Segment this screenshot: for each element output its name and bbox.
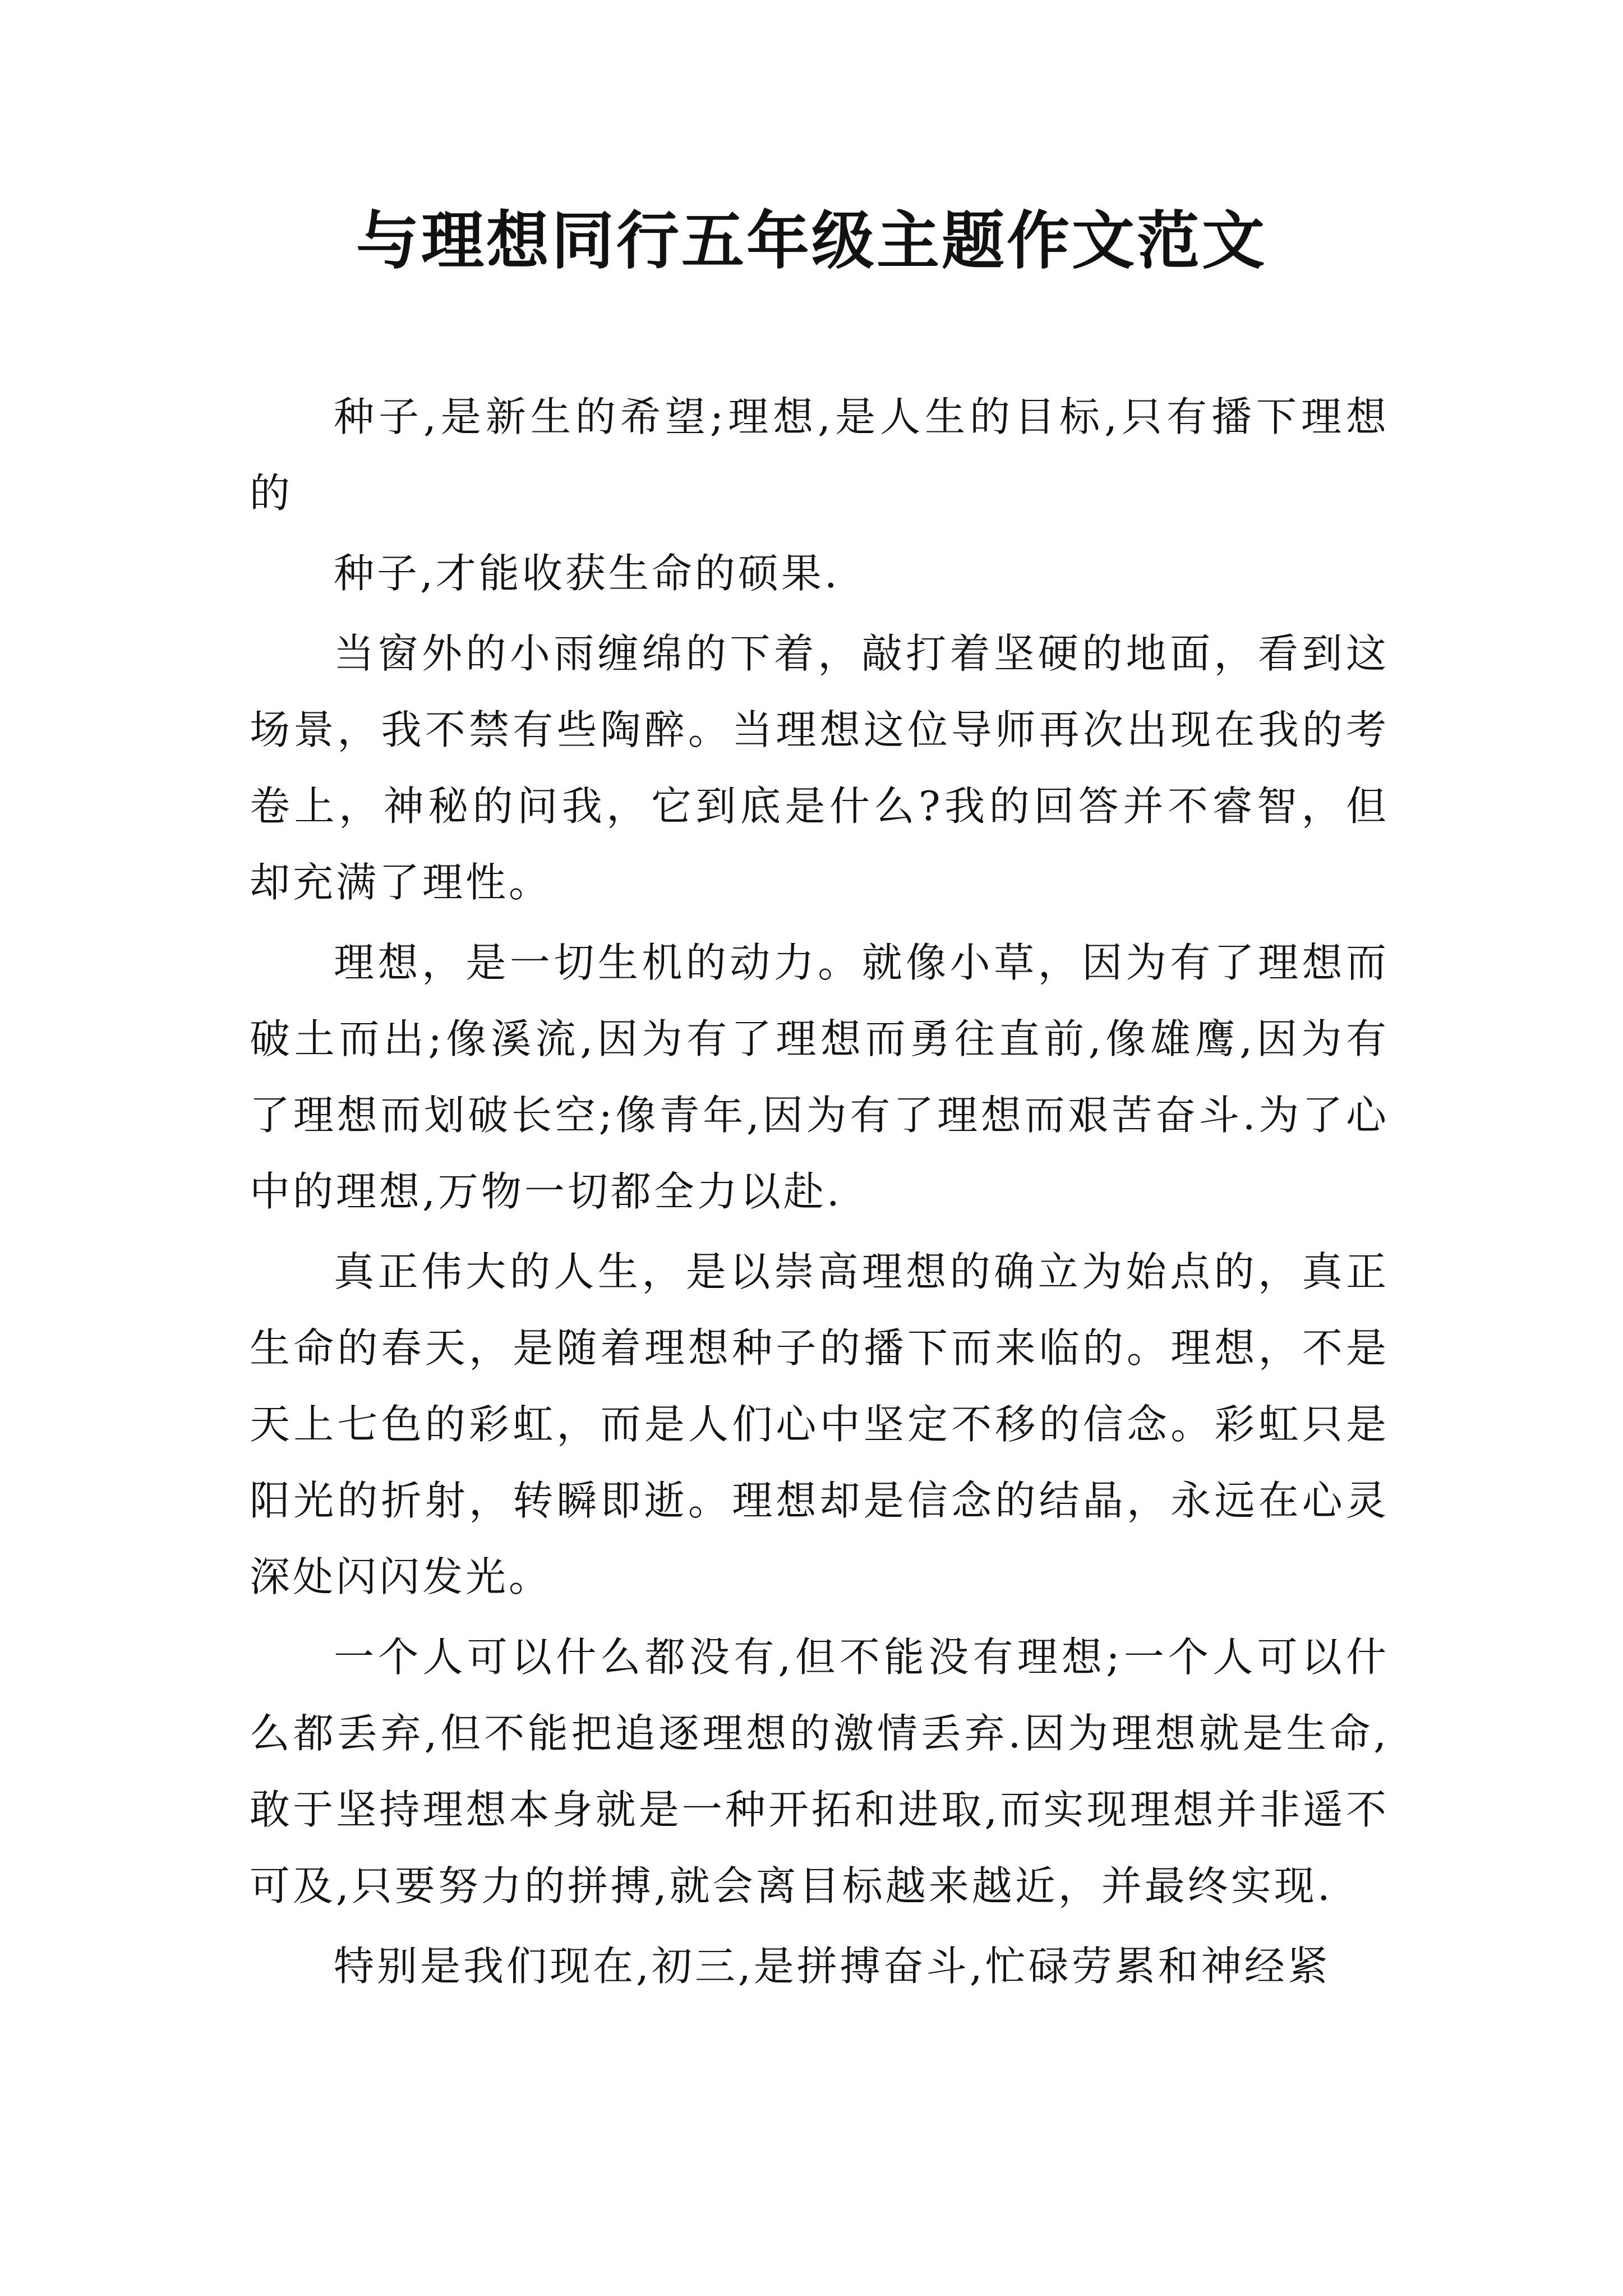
paragraph-5: 真正伟大的人生，是以崇高理想的确立为始点的，真正生命的春天，是随着理想种子的播下而来临的。理想，不是天上七色的彩虹，而是人们心中坚定不移的信念。彩虹只是阳光的折射，转瞬即逝。理想却是信念的结晶，永远在心灵深处闪闪发光。	[250, 1248, 1389, 1600]
document-title: 与理想同行五年级主题作文范文	[356, 205, 1267, 278]
paragraph-7: 特别是我们现在,初三,是拼搏奋斗,忙碌劳累和神经紧	[334, 1943, 1331, 1990]
paragraph-1: 种子,是新生的希望;理想,是人生的目标,只有播下理想的	[250, 393, 1389, 517]
paragraph-6: 一个人可以什么都没有,但不能没有理想;一个人可以什么都丢弃,但不能把追逐理想的激情丢弃.因为理想就是生命,敢于坚持理想本身就是一种开拓和进取,而实现理想并非遥不可及,只要努力的拼搏,就会离目标越来越近，并最终实现.	[250, 1634, 1389, 1910]
paragraph-2: 种子,才能收获生命的硕果.	[334, 550, 840, 597]
paragraph-4: 理想，是一切生机的动力。就像小草，因为有了理想而破土而出;像溪流,因为有了理想而勇往直前,像雄鹰,因为有了理想而划破长空;像青年,因为有了理想而艰苦奋斗.为了心中的理想,万物一切都全力以赴.	[250, 939, 1389, 1215]
document-body	[250, 379, 1389, 2008]
paragraph-3: 当窗外的小雨缠绵的下着，敲打着坚硬的地面，看到这场景，我不禁有些陶醉。当理想这位导师再次出现在我的考卷上，神秘的问我，它到底是什么?我的回答并不睿智，但却充满了理性。	[250, 630, 1389, 906]
